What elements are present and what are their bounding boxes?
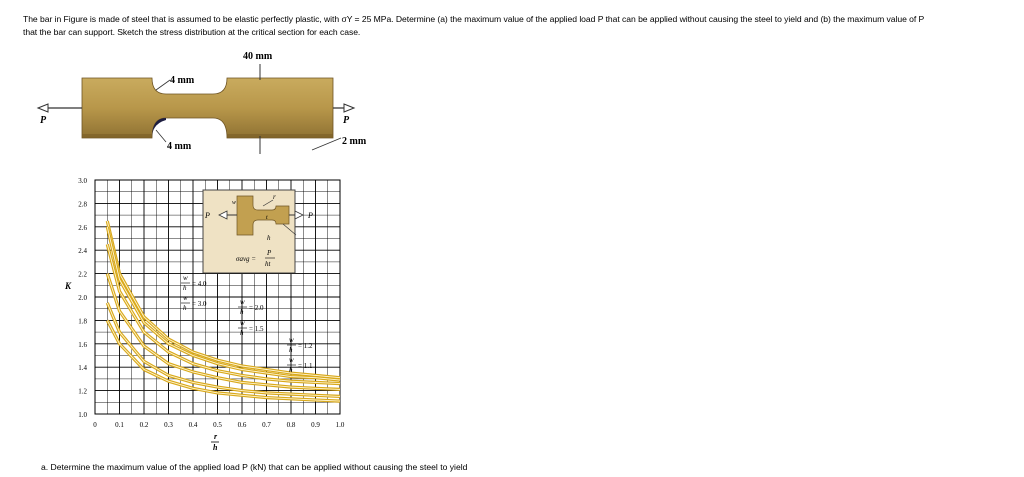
inset-r-label: r bbox=[273, 193, 276, 201]
question-a: a. Determine the maximum value of the applied load P (kN) that can be applied without causing the steel to yield bbox=[41, 462, 468, 472]
x-axis-label bbox=[211, 432, 219, 452]
top-radius-label: 4 mm bbox=[170, 75, 195, 86]
x-axis-label-denominator: h bbox=[213, 443, 218, 452]
wh-label-numerator: w bbox=[240, 319, 245, 327]
bottom-radius-leader bbox=[156, 130, 166, 142]
bottom-radius-label: 4 mm bbox=[167, 141, 192, 152]
left-load-label: P bbox=[40, 115, 47, 126]
y-tick-label: 1.0 bbox=[78, 411, 87, 419]
problem-line-2: that the bar can support. Sketch the stress distribution at the critical section for each case. bbox=[23, 26, 361, 37]
x-tick-label: 0.1 bbox=[115, 421, 124, 429]
chart-y-ticks bbox=[78, 177, 87, 419]
top-radius-leader bbox=[156, 80, 170, 90]
bar-figure bbox=[38, 51, 367, 154]
wh-label-numerator: w bbox=[289, 356, 294, 364]
wh-label-value: = 2.0 bbox=[249, 304, 264, 312]
wh-label-denominator: h bbox=[289, 346, 293, 354]
inset-left-load: P bbox=[205, 211, 210, 220]
x-tick-label: 0.7 bbox=[262, 421, 271, 429]
wh-label-denominator: h bbox=[240, 329, 244, 337]
wh-label-value: = 1.1 bbox=[298, 362, 313, 370]
inset-formula-lhs: σavg = bbox=[236, 255, 257, 263]
wh-label-denominator: h bbox=[289, 366, 293, 374]
y-tick-label: 1.8 bbox=[78, 317, 87, 326]
wh-label-denominator: h bbox=[183, 304, 187, 312]
wh-label-numerator: w bbox=[183, 294, 188, 302]
wh-label-denominator: h bbox=[240, 308, 244, 316]
y-tick-label: 3.0 bbox=[78, 177, 87, 185]
y-tick-label: 2.6 bbox=[78, 223, 87, 232]
wh-label-denominator: h bbox=[183, 284, 187, 292]
x-tick-label: 0.5 bbox=[213, 421, 222, 429]
inset-h-label: h bbox=[267, 234, 271, 242]
wh-label-numerator: w bbox=[240, 298, 245, 306]
y-tick-label: 1.6 bbox=[78, 340, 87, 349]
inset-t-label: t bbox=[266, 215, 268, 221]
wh-label-numerator: w bbox=[289, 336, 294, 344]
y-tick-label: 2.2 bbox=[78, 270, 87, 279]
stress-concentration-chart bbox=[64, 177, 345, 452]
y-tick-label: 2.8 bbox=[78, 200, 87, 209]
x-tick-label: 0.2 bbox=[139, 421, 149, 429]
wh-label-value: = 1.5 bbox=[249, 325, 264, 333]
x-tick-label: 1.0 bbox=[335, 421, 345, 429]
wh-label-value: = 3.0 bbox=[192, 300, 207, 308]
x-tick-label: 0.4 bbox=[188, 421, 198, 429]
x-tick-label: 0.6 bbox=[237, 421, 247, 429]
wh-label-value: = 1.2 bbox=[298, 342, 313, 350]
thickness-label: 2 mm bbox=[342, 136, 367, 147]
wh-label-numerator: w bbox=[183, 274, 188, 282]
right-load-arrow bbox=[333, 104, 354, 112]
y-tick-label: 1.2 bbox=[78, 387, 87, 396]
inset-w-label: w bbox=[232, 200, 237, 206]
y-tick-label: 1.4 bbox=[78, 364, 87, 373]
inset-formula-den: ht bbox=[265, 260, 271, 268]
problem-line-1: The bar in Figure is made of steel that is assumed to be elastic perfectly plastic, with σY = 25 MPa. Determine (a) the maximum value of the applied load P that can be applied without causing the steel to yield and (b) the maximum value of P bbox=[23, 14, 925, 24]
y-tick-label: 2.0 bbox=[78, 294, 87, 302]
right-load-label: P bbox=[343, 115, 350, 126]
y-tick-label: 2.4 bbox=[78, 247, 87, 256]
inset-formula-num: P bbox=[267, 249, 272, 257]
steel-bar bbox=[82, 78, 333, 138]
x-axis-label-numerator: r bbox=[214, 432, 218, 441]
thickness-leader bbox=[312, 138, 341, 150]
x-tick-label: 0.8 bbox=[286, 421, 296, 429]
x-tick-label: 0.3 bbox=[164, 421, 173, 429]
left-load-arrow bbox=[38, 104, 82, 112]
inset-right-load: P bbox=[308, 211, 313, 220]
bar-edge-shade bbox=[82, 134, 333, 138]
x-tick-label: 0 bbox=[93, 421, 97, 429]
y-axis-label: K bbox=[65, 281, 72, 291]
chart-x-ticks bbox=[93, 421, 345, 429]
width-dimension-label: 40 mm bbox=[243, 51, 273, 62]
x-tick-label: 0.9 bbox=[311, 421, 320, 429]
wh-label-value: = 4.0 bbox=[192, 280, 207, 288]
